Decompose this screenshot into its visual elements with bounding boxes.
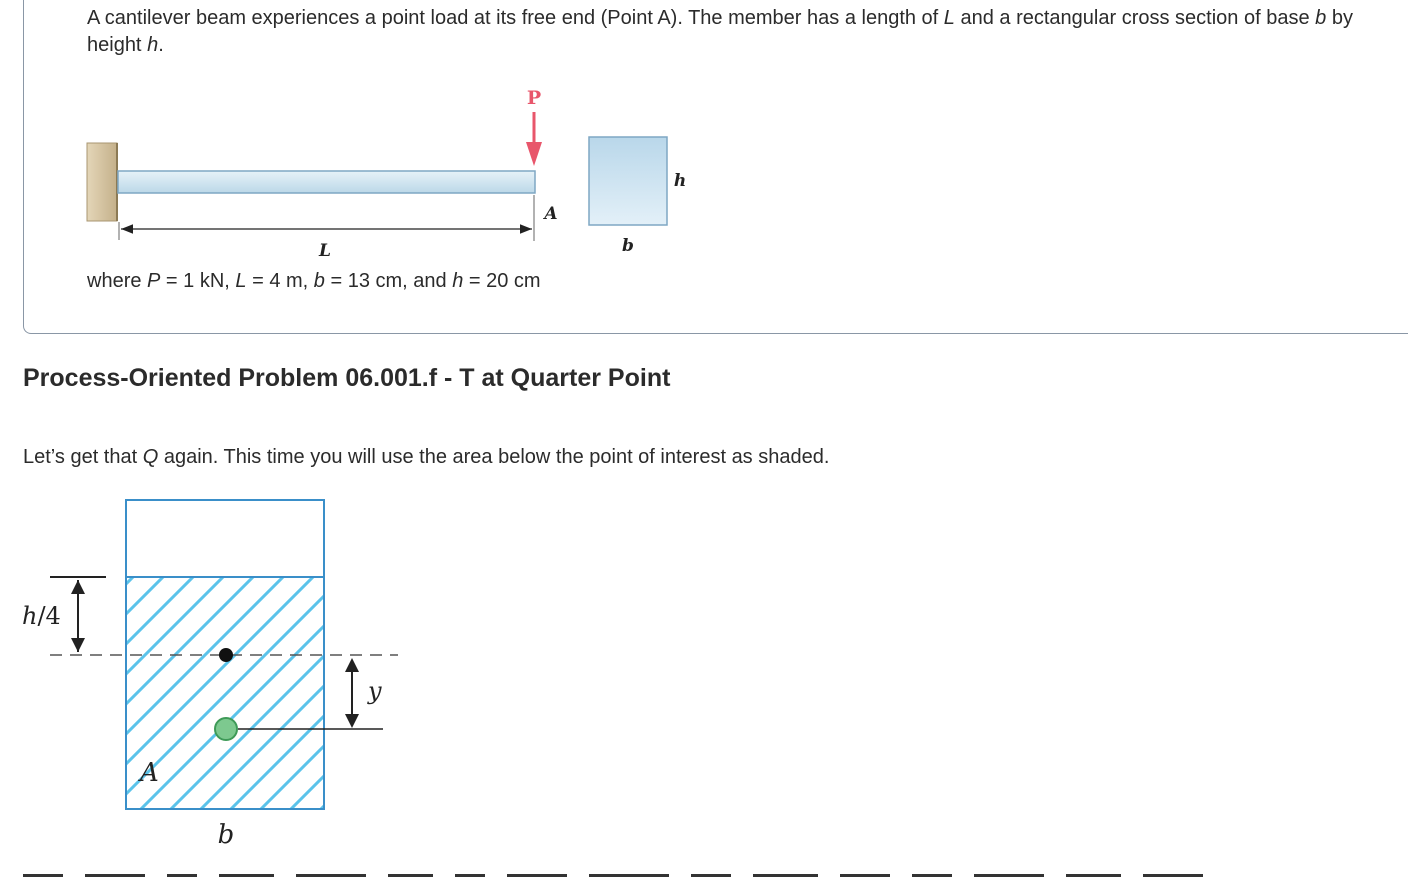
area-label: A — [140, 758, 159, 788]
load-label: P — [526, 87, 542, 109]
section-top-region — [126, 500, 324, 577]
prompt-text: Let’s get that Q again. This time you will use the area below the point of interest as shaded. — [23, 446, 830, 468]
hatched-area — [15, 560, 415, 855]
given-values: where P = 1 kN, L = 4 m, b = 13 cm, and h = 20 cm — [87, 270, 541, 292]
length-label: L — [319, 241, 331, 261]
base-label: b — [217, 820, 235, 850]
cutoff-text-line — [23, 874, 1403, 886]
problem-statement: A cantilever beam experiences a point load at its free end (Point A). The member has a length of L and a rectangular cross section of base b by height h. — [87, 7, 1353, 56]
cross-section — [589, 137, 667, 225]
shaded-section-figure — [15, 495, 415, 855]
y-label: y — [368, 677, 382, 705]
centroid-dot — [215, 718, 237, 740]
section-base-label: b — [622, 236, 634, 256]
quarter-height-label: h/4 — [22, 602, 61, 630]
beam-member — [118, 171, 535, 193]
point-of-interest-dot — [219, 648, 233, 662]
cantilever-beam-figure — [80, 80, 700, 265]
wall-support — [87, 143, 117, 221]
section-heading: Process-Oriented Problem 06.001.f - T at Quarter Point — [23, 364, 671, 392]
point-a-label: A — [544, 204, 558, 224]
section-height-label: h — [673, 171, 687, 191]
